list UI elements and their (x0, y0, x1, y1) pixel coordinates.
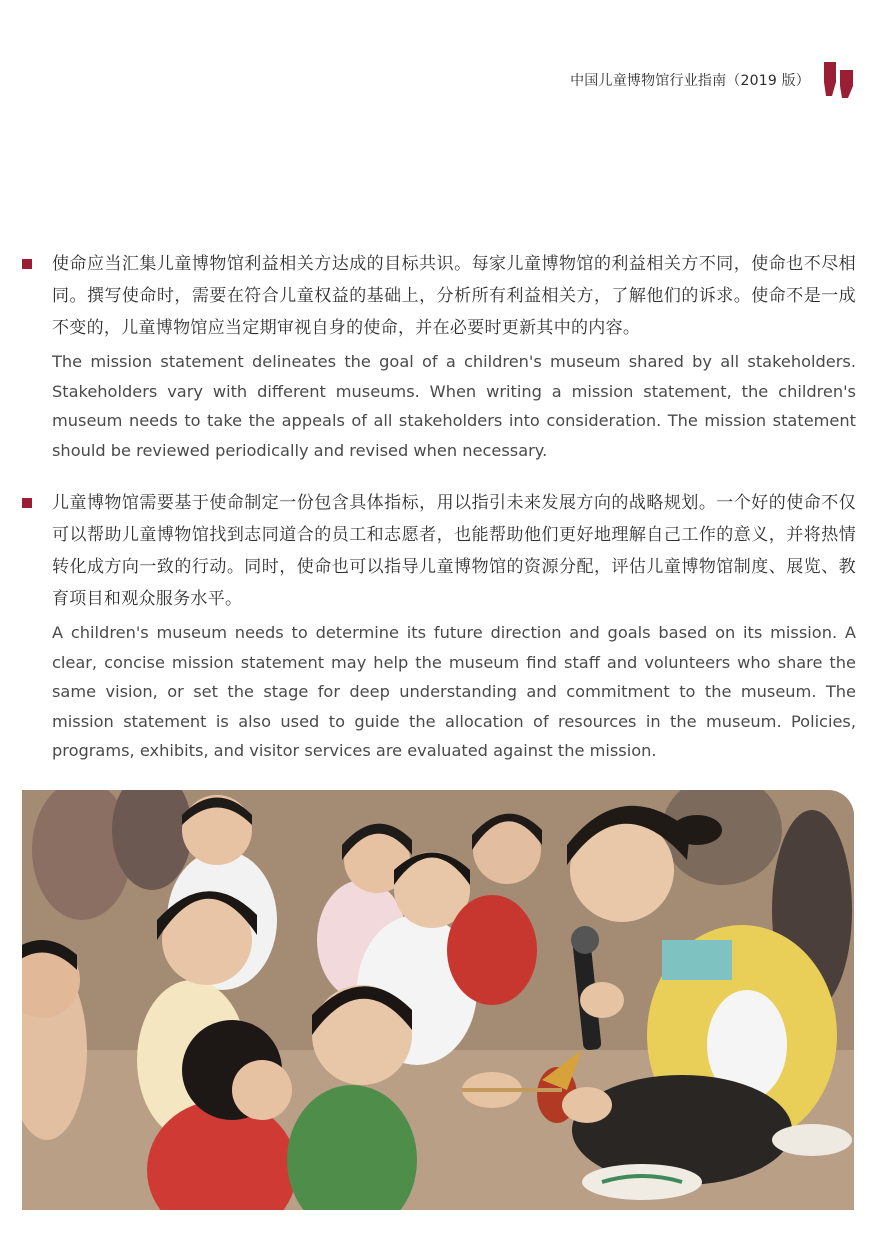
paragraph-zh: 儿童博物馆需要基于使命制定一份包含具体指标，用以指引未来发展方向的战略规划。一个好的使命不仅可以帮助儿童博物馆找到志同道合的员工和志愿者，也能帮助他们更好地理解自己工作的意义，并将热情转化成方向一致的行动。同时，使命也可以指导儿童博物馆的资源分配，评估儿童博物馆制度、展览、教育项目和观众服务水平。 (52, 493, 856, 609)
quote-mark-icon (822, 60, 856, 100)
paragraph-zh: 使命应当汇集儿童博物馆利益相关方达成的目标共识。每家儿童博物馆的利益相关方不同，使命也不尽相同。撰写使命时，需要在符合儿童权益的基础上，分析所有利益相关方，了解他们的诉求。使命不是一成不变的，儿童博物馆应当定期审视自身的使命，并在必要时更新其中的内容。 (52, 254, 856, 338)
main-content (22, 248, 856, 788)
bullet-marker (22, 259, 32, 269)
section-mission-consensus (22, 248, 856, 465)
section-strategic-plan (22, 487, 856, 766)
bullet-marker (22, 498, 32, 508)
header-title: 中国儿童博物馆行业指南（2019 版） (570, 73, 810, 89)
paragraph-en: The mission statement delineates the goal of a children's museum shared by all stakeholders. Stakeholders vary with different museums. When writing a mission statement, the children's museum needs to take the appeals of all stakeholders into consideration. The mission statement should be reviewed periodically and revised when necessary. (52, 352, 856, 460)
page-header (570, 60, 856, 100)
photo-children-volunteer (22, 790, 854, 1210)
paragraph-en: A children's museum needs to determine its future direction and goals based on its mission. A clear, concise mission statement may help the museum find staff and volunteers who share the same vision, or set the stage for deep understanding and commitment to the museum. The mission statement is also used to guide the allocation of resources in the museum. Policies, programs, exhibits, and visitor services are evaluated against the mission. (52, 623, 856, 760)
